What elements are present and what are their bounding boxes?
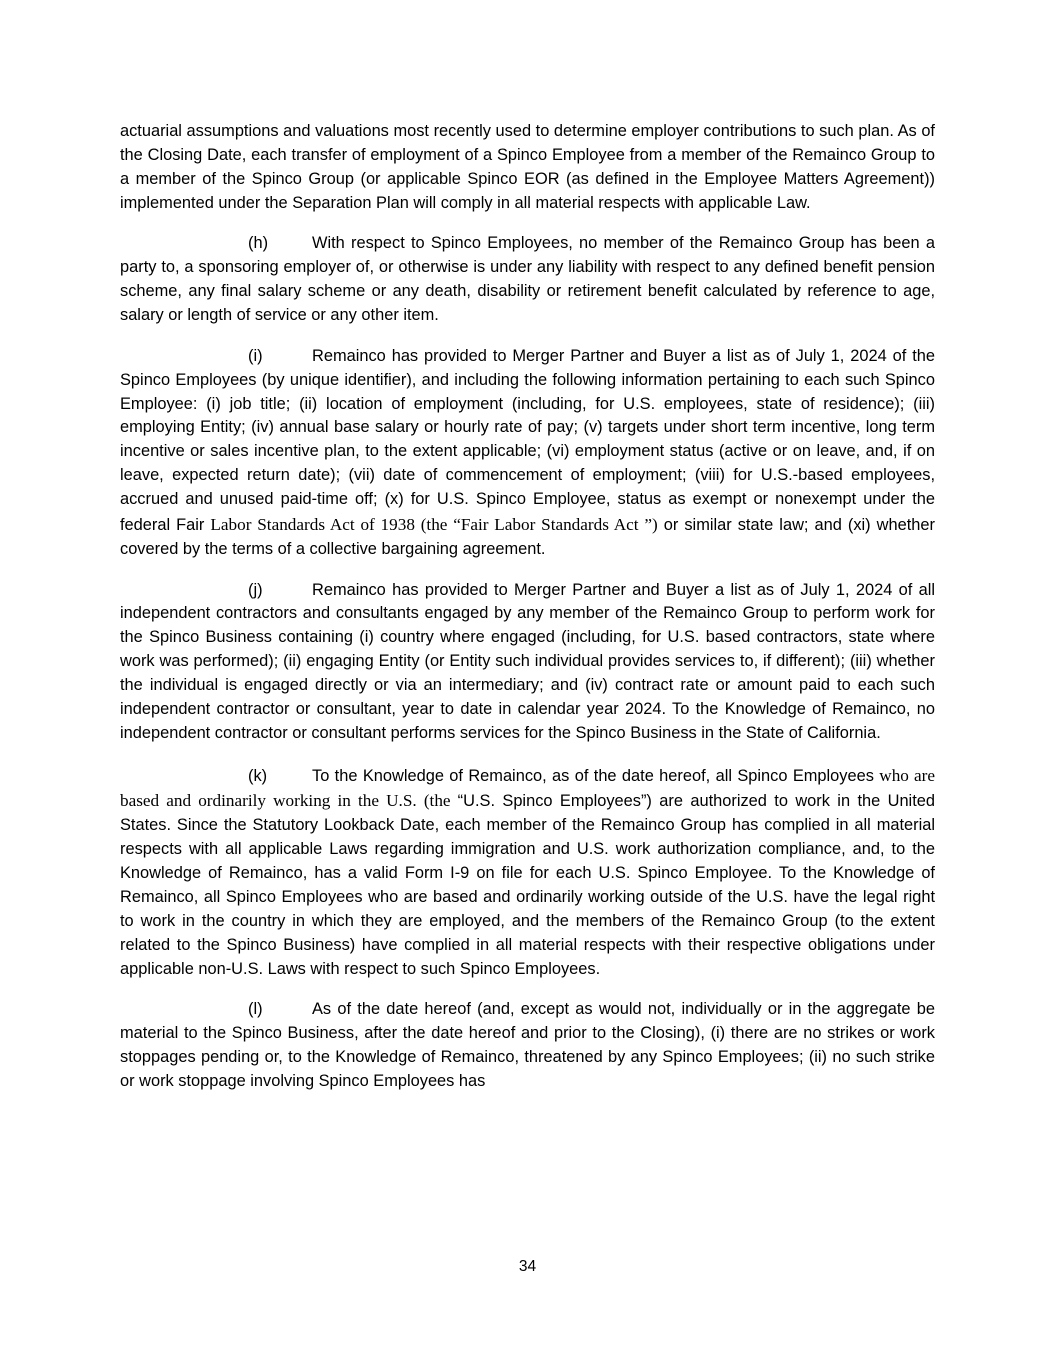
paragraph-label-l: (l) bbox=[248, 1000, 263, 1019]
page-number: 34 bbox=[518, 1258, 537, 1275]
defined-term-fair-labor-standards-act: Labor Standards Act of 1938 (the “Fair Labor Standards Act ”) bbox=[210, 514, 658, 534]
paragraph-label-k: (k) bbox=[248, 766, 268, 785]
paragraph-label-i: (i) bbox=[248, 346, 263, 365]
paragraph-label-j: (j) bbox=[248, 580, 263, 599]
paragraph-text: Remainco has provided to Merger Partner and Buyer a list as of July 1, 2024 of all independent contractors and consultants engaged by any member of the Remainco Group to perform work for the Spinco Business containing (i) country where engaged (including, for U.S. based contractors, state where work was performed); (ii) engaging Entity (or Entity such individual provides services to, if different); (iii) whether the individual is engaged directly or via an intermediary; and (iv) contract rate or amount paid to each such independent contractor or consultant, year to date in calendar year 2024. To the Knowledge of Remainco, no independent contractor or consultant performs services for the Spinco Business in the State of California. bbox=[120, 580, 935, 742]
paragraph-l bbox=[120, 998, 935, 1093]
paragraph-label-h: (h) bbox=[248, 234, 269, 253]
defined-term-us-spinco-employees-lead: who are based and ordinarily working in the U.S. (the bbox=[120, 765, 935, 811]
paragraph-text: With respect to Spinco Employees, no member of the Remainco Group has been a party to, a sponsoring employer of, or otherwise is under any liability with respect to any defined benefit pension scheme, any final salary scheme or any death, disability or retirement benefit calculated by reference to age, salary or length of service or any other item. bbox=[120, 234, 935, 325]
paragraph-i bbox=[120, 345, 935, 562]
paragraph-text: actuarial assumptions and valuations most recently used to determine employer contributions to such plan. As of the Closing Date, each transfer of employment of a Spinco Employee from a member of the Remainco Group to a member of the Spinco Group (or applicable Spinco EOR (as defined in the Employee Matters Agreement)) implemented under the Separation Plan will comply in all material respects with applicable Law. bbox=[120, 122, 935, 212]
paragraph-text: As of the date hereof (and, except as would not, individually or in the aggregate be material to the Spinco Business, after the date hereof and prior to the Closing), (i) there are no strikes or work stoppages pending or, to the Knowledge of Remainco, threatened by any Spinco Employees; (ii) no such strike or work stoppage involving Spinco Employees has bbox=[120, 1000, 935, 1090]
paragraph-text-part2: or similar state law; and (xi) whether covered by the terms of a collective bargaining agreement. bbox=[120, 515, 935, 558]
paragraph-text-part2: “U.S. Spinco Employees”) are authorized to work in the United States. Since the Statutory Lookback Date, each member of the Remainco Group has complied in all material respects with all applicable Laws regarding immigration and U.S. work authorization compliance, and, to the Knowledge of Remainco, has a valid Form I-9 on file for each U.S. Spinco Employee. To the Knowledge of Remainco, all Spinco Employees who are based and ordinarily working outside of the U.S. have the legal right to work in the country in which they are employed, and the members of the Remainco Group (to the extent related to the Spinco Business) have complied in all material respects with their respective obligations under applicable non-U.S. Laws with respect to such Spinco Employees. bbox=[120, 792, 935, 978]
paragraph-continued bbox=[120, 120, 935, 215]
paragraph-j bbox=[120, 579, 935, 746]
paragraph-h bbox=[120, 232, 935, 327]
paragraph-k bbox=[120, 763, 935, 982]
document-body bbox=[120, 120, 935, 1094]
paragraph-text-part1: To the Knowledge of Remainco, as of the date hereof, all Spinco Employees bbox=[312, 766, 880, 785]
paragraph-text-part1: Remainco has provided to Merger Partner and Buyer a list as of July 1, 2024 of the Spinco Employees (by unique identifier), and including the following information pertaining to each such Spinco Employee: (i) job title; (ii) location of employment (including, for U.S. employees, state of residence); (iii) employing Entity; (iv) annual base salary or hourly rate of pay; (v) targets under short term incentive, long term incentive or sales incentive plan, to the extent applicable; (vi) employment status (active or on leave, and, if on leave, expected return date); (vii) date of commencement of employment; (viii) for U.S.-based employees, accrued and unused paid-time off; (x) for U.S. Spinco Employee, status as exempt or nonexempt under the federal Fair bbox=[120, 346, 935, 534]
